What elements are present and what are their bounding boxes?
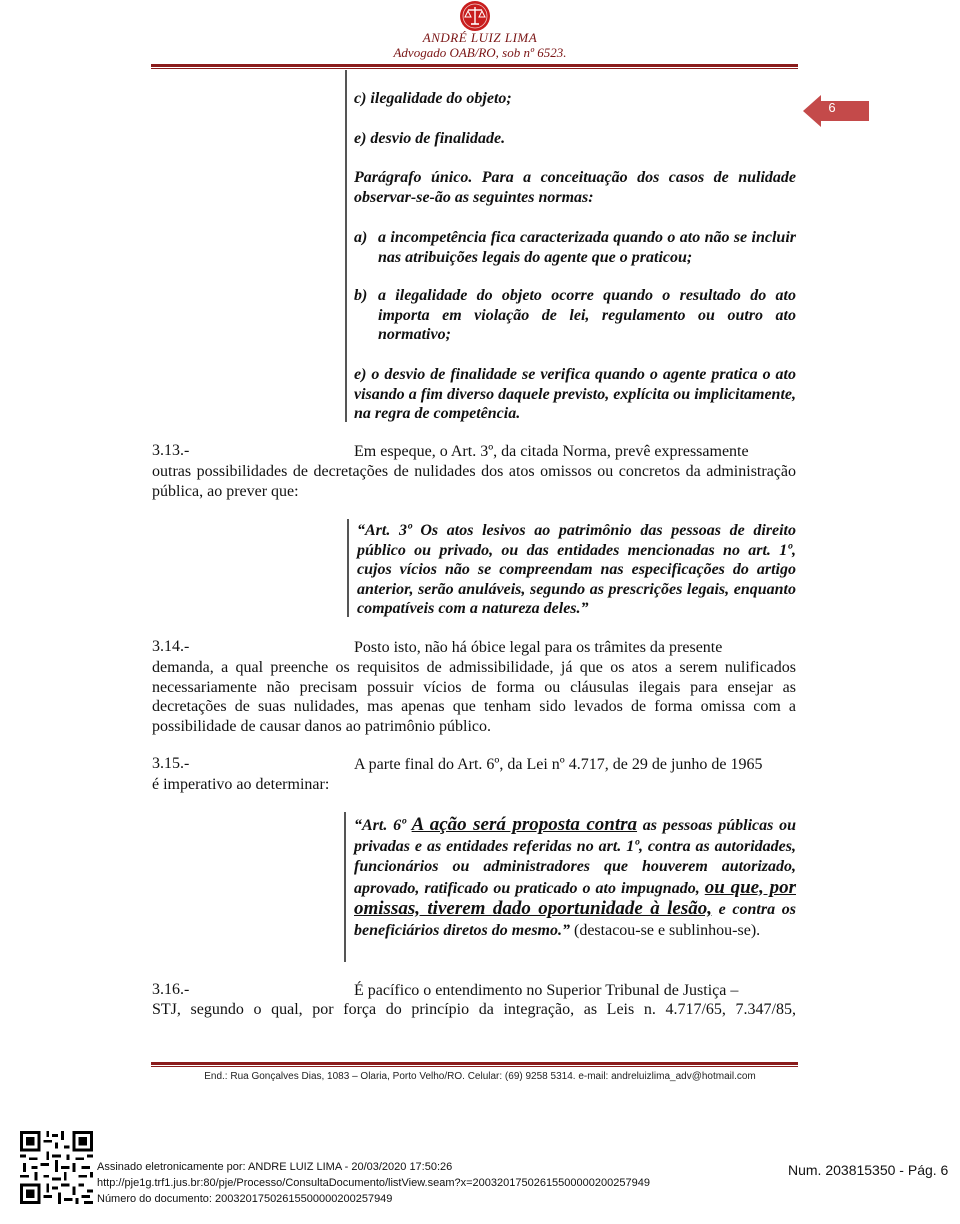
- quote-item-e-text: e) o desvio de finalidade se verifica quando o agente pratica o ato visando a fim diverso daquele previsto, explícita ou implicitamente, na regra de competência.: [354, 366, 796, 422]
- quote-bar: [347, 519, 349, 617]
- section-3-14-text: demanda, a qual preenche os requisitos de admissibilidade, já que os atos a serem nulificados necessariamente não precisam possuir vícios de forma ou cláusulas ilegais para ensejar as decretações de suas nulidades, mas apenas que tenham sido levados de forma omissa com a possibilidade de causar danos ao patrimônio público.: [152, 659, 796, 735]
- section-number-3-15: 3.15.-: [152, 755, 190, 772]
- footer-divider: [151, 1062, 798, 1065]
- num-page-label: Num. 203815350 - Pág. 6: [788, 1162, 949, 1178]
- section-3-13-text: outras possibilidades de decretações de nulidades dos atos omissos ou concretos da administração pública, ao prever que:: [152, 463, 796, 500]
- footer-divider-thin: [151, 1066, 798, 1067]
- quote-item-c: c) ilegalidade do objeto;: [354, 90, 512, 107]
- underlined-emphasis: A ação será proposta contra: [411, 814, 638, 835]
- page-number: 6: [828, 100, 836, 115]
- header-divider: [151, 64, 798, 67]
- section-3-16-first-line: É pacífico o entendimento no Superior Tribunal de Justiça –: [354, 982, 739, 999]
- section-3-13-first-line: Em espeque, o Art. 3º, da citada Norma, prevê expressamente: [354, 443, 749, 460]
- section-number-3-16: 3.16.-: [152, 981, 190, 998]
- section-3-15-first-line: A parte final do Art. 6º, da Lei nº 4.717, de 29 de junho de 1965: [354, 756, 763, 773]
- scales-of-justice-icon: [459, 0, 491, 32]
- section-3-16-text: STJ, segundo o qual, por força do princípio da integração, as Leis n. 4.717/65, 7.347/85,: [152, 1001, 796, 1018]
- header-divider-thin: [151, 68, 798, 69]
- quote-bar: [344, 812, 346, 962]
- quote-item-b: [354, 286, 796, 345]
- quote-paragraph-unico: Parágrafo único. Para a conceituação dos casos de nulidade observar-se-ão as seguintes normas:: [354, 169, 796, 206]
- qr-code-icon: [20, 1131, 93, 1204]
- quote-art-6: “Art. 6º A ação será proposta contra as pessoas públicas ou privadas e as entidades referidas no art. 1º, contra as autoridades, funcionários ou administradores que houverem autorizado, aprovado, ratificado ou praticado o ato impugnado, ou que, por omissas, tiverem dado oportunidade à lesão, e contra os beneficiários diretos do mesmo.” (destacou-se e sublinhou-se).: [354, 814, 796, 939]
- document-number: Número do documento: 20032017502615500000200257949: [97, 1193, 393, 1205]
- item-label: b): [354, 287, 368, 304]
- section-number-3-13: 3.13.-: [152, 442, 190, 459]
- section-number-3-14: 3.14.-: [152, 638, 190, 655]
- item-text: a incompetência fica caracterizada quando o ato não se incluir nas atribuições legais do agente que o praticou;: [378, 229, 796, 266]
- signature-info: Assinado eletronicamente por: ANDRE LUIZ LIMA - 20/03/2020 17:50:26: [97, 1161, 453, 1173]
- quote-art-3: “Art. 3º Os atos lesivos ao patrimônio das pessoas de direito público ou privado, ou das entidades mencionadas no art. 1º, cujos vícios não se compreendam nas especificações do artigo anterior, serão anuláveis, segundo as prescrições legais, enquanto compatíveis com a natureza deles.”: [357, 522, 796, 617]
- quote-item-a: [354, 228, 796, 267]
- section-3-14-first-line: Posto isto, não há óbice legal para os trâmites da presente: [354, 639, 723, 656]
- header-oab-registration: Advogado OAB/RO, sob nº 6523.: [393, 45, 567, 60]
- item-label: a): [354, 229, 368, 246]
- item-text: a ilegalidade do objeto ocorre quando o resultado do ato importa em violação de lei, regulamento ou outro ato normativo;: [378, 287, 796, 343]
- document-url[interactable]: http://pje1g.trf1.jus.br:80/pje/Processo/ConsultaDocumento/listView.seam?x=20032017502615500000200257949: [97, 1177, 650, 1189]
- quote-bar: [345, 70, 347, 422]
- underlined-emphasis: ou que, por omissas, tiverem dado oportunidade à lesão,: [354, 876, 796, 919]
- header-lawyer-name: ANDRÉ LUIZ LIMA: [422, 30, 538, 45]
- footer-address: End.: Rua Gonçalves Dias, 1083 – Olaria, Porto Velho/RO. Celular: (69) 9258 5314. e-mail: andreluizlima_adv@hotmail.com: [204, 1071, 756, 1082]
- section-3-15-text: é imperativo ao determinar:: [152, 776, 330, 793]
- quote-item-e-title: e) desvio de finalidade.: [354, 130, 506, 147]
